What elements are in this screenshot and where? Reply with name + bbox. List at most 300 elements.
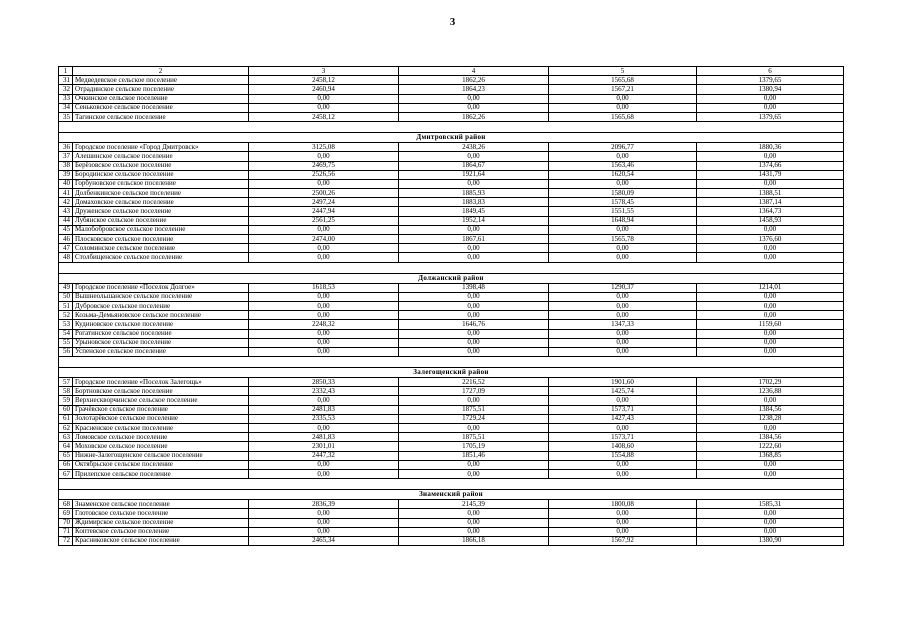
value-cell: 1849,45 — [399, 207, 549, 216]
header-cell: 6 — [697, 67, 844, 76]
settlement-name: Городское поселение «Поселок Залегощь» — [73, 378, 249, 387]
row-number: 40 — [59, 179, 73, 188]
settlement-name: Очкинское сельское поселение — [73, 94, 249, 103]
value-cell: 2447,94 — [249, 207, 399, 216]
row-number: 34 — [59, 103, 73, 112]
value-cell: 2465,34 — [249, 536, 399, 545]
header-cell: 4 — [399, 67, 549, 76]
row-number: 66 — [59, 460, 73, 469]
value-cell: 2561,25 — [249, 216, 399, 225]
value-cell: 0,00 — [399, 94, 549, 103]
value-cell: 1565,68 — [549, 76, 697, 85]
value-cell: 1567,92 — [549, 536, 697, 545]
value-cell: 0,00 — [399, 338, 549, 347]
row-number: 69 — [59, 509, 73, 518]
value-cell: 2500,26 — [249, 189, 399, 198]
value-cell: 1851,46 — [399, 451, 549, 460]
table-row — [59, 338, 844, 347]
settlement-name: Коптевское сельское поселение — [73, 527, 249, 536]
section-spacer — [59, 357, 844, 368]
value-cell: 1648,94 — [549, 216, 697, 225]
table-row — [59, 378, 844, 387]
row-number: 64 — [59, 442, 73, 451]
value-cell: 0,00 — [249, 396, 399, 405]
header-cell: 3 — [249, 67, 399, 76]
table-row — [59, 396, 844, 405]
value-cell: 0,00 — [697, 347, 844, 356]
value-cell: 1214,01 — [697, 283, 844, 292]
header-row — [59, 67, 844, 76]
section-spacer — [59, 479, 844, 490]
row-number: 47 — [59, 244, 73, 253]
value-cell: 1646,76 — [399, 320, 549, 329]
value-cell: 1425,74 — [549, 387, 697, 396]
value-cell: 2474,00 — [249, 235, 399, 244]
value-cell: 2335,53 — [249, 414, 399, 423]
value-cell: 0,00 — [549, 527, 697, 536]
value-cell: 0,00 — [549, 301, 697, 310]
row-number: 51 — [59, 301, 73, 310]
value-cell: 1222,60 — [697, 442, 844, 451]
value-cell: 0,00 — [249, 509, 399, 518]
value-cell: 0,00 — [399, 396, 549, 405]
row-number: 48 — [59, 253, 73, 262]
value-cell: 0,00 — [697, 301, 844, 310]
row-number: 71 — [59, 527, 73, 536]
value-cell: 0,00 — [549, 347, 697, 356]
settlement-name: Столбищенское сельское поселение — [73, 253, 249, 262]
row-number: 31 — [59, 76, 73, 85]
district-row — [59, 133, 844, 143]
value-cell: 0,00 — [549, 509, 697, 518]
table-row — [59, 387, 844, 396]
value-cell: 0,00 — [249, 347, 399, 356]
settlement-name: Берёзовское сельское поселение — [73, 161, 249, 170]
table-row — [59, 414, 844, 423]
district-heading: Залегощенский район — [59, 368, 844, 378]
value-cell: 2458,12 — [249, 112, 399, 121]
value-cell: 0,00 — [399, 518, 549, 527]
row-number: 43 — [59, 207, 73, 216]
spacer-cell — [59, 479, 844, 490]
value-cell: 1565,78 — [549, 235, 697, 244]
value-cell: 0,00 — [399, 329, 549, 338]
value-cell: 0,00 — [249, 329, 399, 338]
value-cell: 0,00 — [549, 292, 697, 301]
row-number: 39 — [59, 170, 73, 179]
value-cell: 0,00 — [249, 244, 399, 253]
value-cell: 1702,29 — [697, 378, 844, 387]
settlement-name: Моховское сельское поселение — [73, 442, 249, 451]
value-cell: 0,00 — [697, 292, 844, 301]
value-cell: 0,00 — [549, 94, 697, 103]
value-cell: 0,00 — [249, 527, 399, 536]
settlement-name: Друженское сельское поселение — [73, 207, 249, 216]
value-cell: 0,00 — [249, 179, 399, 188]
value-cell: 0,00 — [697, 311, 844, 320]
value-cell: 0,00 — [399, 424, 549, 433]
value-cell: 1159,60 — [697, 320, 844, 329]
value-cell: 0,00 — [697, 469, 844, 478]
row-number: 35 — [59, 112, 73, 121]
value-cell: 2096,77 — [549, 143, 697, 152]
value-cell: 1921,64 — [399, 170, 549, 179]
value-cell: 0,00 — [399, 527, 549, 536]
value-cell: 0,00 — [399, 244, 549, 253]
value-cell: 0,00 — [249, 225, 399, 234]
settlement-name: Красниковское сельское поселение — [73, 536, 249, 545]
value-cell: 0,00 — [549, 518, 697, 527]
district-row — [59, 273, 844, 283]
value-cell: 2460,94 — [249, 85, 399, 94]
value-cell: 1883,83 — [399, 198, 549, 207]
value-cell: 0,00 — [697, 103, 844, 112]
settlement-name: Горбуновское сельское поселение — [73, 179, 249, 188]
value-cell: 0,00 — [399, 103, 549, 112]
value-cell: 0,00 — [249, 338, 399, 347]
value-cell: 1864,67 — [399, 161, 549, 170]
table-row — [59, 244, 844, 253]
settlement-name: Вышнеольшанское сельское поселение — [73, 292, 249, 301]
row-number: 72 — [59, 536, 73, 545]
settlement-name: Городское поселение «Поселок Долгое» — [73, 283, 249, 292]
value-cell: 1379,65 — [697, 76, 844, 85]
settlement-name: Прилепское сельское поселение — [73, 469, 249, 478]
value-cell: 1398,48 — [399, 283, 549, 292]
value-cell: 0,00 — [249, 152, 399, 161]
table-row — [59, 469, 844, 478]
settlement-name: Тагинское сельское поселение — [73, 112, 249, 121]
table-row — [59, 283, 844, 292]
value-cell: 1866,18 — [399, 536, 549, 545]
value-cell: 1374,66 — [697, 161, 844, 170]
table-row — [59, 179, 844, 188]
value-cell: 1875,51 — [399, 433, 549, 442]
value-cell: 1800,08 — [549, 500, 697, 509]
value-cell: 0,00 — [399, 509, 549, 518]
value-cell: 1408,60 — [549, 442, 697, 451]
table-row — [59, 225, 844, 234]
table-row — [59, 143, 844, 152]
row-number: 58 — [59, 387, 73, 396]
settlement-name: Ждимирское сельское поселение — [73, 518, 249, 527]
value-cell: 1458,93 — [697, 216, 844, 225]
value-cell: 0,00 — [399, 179, 549, 188]
value-cell: 1431,79 — [697, 170, 844, 179]
header-cell: 5 — [549, 67, 697, 76]
value-cell: 0,00 — [697, 527, 844, 536]
settlement-name: Урыновское сельское поселение — [73, 338, 249, 347]
value-cell: 1238,28 — [697, 414, 844, 423]
table-row — [59, 500, 844, 509]
value-cell: 0,00 — [549, 424, 697, 433]
value-cell: 0,00 — [697, 424, 844, 433]
district-row — [59, 490, 844, 500]
value-cell: 0,00 — [549, 311, 697, 320]
value-cell: 0,00 — [249, 469, 399, 478]
district-heading: Дмитровский район — [59, 133, 844, 143]
value-cell: 2481,83 — [249, 405, 399, 414]
header-cell: 1 — [59, 67, 73, 76]
value-cell: 2301,01 — [249, 442, 399, 451]
district-row — [59, 368, 844, 378]
value-cell: 2850,33 — [249, 378, 399, 387]
value-cell: 2216,52 — [399, 378, 549, 387]
value-cell: 1727,09 — [399, 387, 549, 396]
value-cell: 0,00 — [697, 396, 844, 405]
value-cell: 0,00 — [249, 253, 399, 262]
row-number: 45 — [59, 225, 73, 234]
settlements-table — [58, 66, 844, 546]
row-number: 63 — [59, 433, 73, 442]
value-cell: 1236,88 — [697, 387, 844, 396]
table-row — [59, 189, 844, 198]
settlement-name: Городское поселение «Город Дмитровск» — [73, 143, 249, 152]
row-number: 60 — [59, 405, 73, 414]
settlement-name: Алешинское сельское поселение — [73, 152, 249, 161]
value-cell: 0,00 — [697, 338, 844, 347]
value-cell: 1563,46 — [549, 161, 697, 170]
table-row — [59, 235, 844, 244]
settlement-name: Рогатинское сельское поселение — [73, 329, 249, 338]
value-cell: 0,00 — [249, 424, 399, 433]
value-cell: 1427,43 — [549, 414, 697, 423]
district-heading: Должанский район — [59, 273, 844, 283]
value-cell: 1290,37 — [549, 283, 697, 292]
value-cell: 0,00 — [399, 292, 549, 301]
value-cell: 2497,24 — [249, 198, 399, 207]
value-cell: 1864,23 — [399, 85, 549, 94]
value-cell: 1867,61 — [399, 235, 549, 244]
table-row — [59, 311, 844, 320]
table-row — [59, 85, 844, 94]
value-cell: 1862,26 — [399, 112, 549, 121]
value-cell: 1573,71 — [549, 405, 697, 414]
settlement-name: Малобобровское сельское поселение — [73, 225, 249, 234]
value-cell: 1364,73 — [697, 207, 844, 216]
district-heading: Знаменский район — [59, 490, 844, 500]
value-cell: 1551,55 — [549, 207, 697, 216]
value-cell: 2332,43 — [249, 387, 399, 396]
settlement-name: Ломовское сельское поселение — [73, 433, 249, 442]
row-number: 65 — [59, 451, 73, 460]
value-cell: 1620,54 — [549, 170, 697, 179]
value-cell: 1862,26 — [399, 76, 549, 85]
value-cell: 1368,85 — [697, 451, 844, 460]
settlement-name: Октябрьское сельское поселение — [73, 460, 249, 469]
row-number: 46 — [59, 235, 73, 244]
row-number: 52 — [59, 311, 73, 320]
table-row — [59, 509, 844, 518]
row-number: 44 — [59, 216, 73, 225]
settlement-name: Козьма-Демьяновское сельское поселение — [73, 311, 249, 320]
settlement-name: Бортновское сельское поселение — [73, 387, 249, 396]
settlement-name: Кудиновское сельское поселение — [73, 320, 249, 329]
table-row — [59, 198, 844, 207]
value-cell: 1573,71 — [549, 433, 697, 442]
value-cell: 2469,75 — [249, 161, 399, 170]
settlement-name: Красненское сельское поселение — [73, 424, 249, 433]
table-row — [59, 460, 844, 469]
value-cell: 1578,45 — [549, 198, 697, 207]
value-cell: 0,00 — [697, 94, 844, 103]
section-spacer — [59, 262, 844, 273]
settlement-name: Лубянское сельское поселение — [73, 216, 249, 225]
value-cell: 0,00 — [549, 103, 697, 112]
value-cell: 2526,56 — [249, 170, 399, 179]
value-cell: 1580,09 — [549, 189, 697, 198]
page-number: 3 — [449, 16, 456, 28]
table-row — [59, 347, 844, 356]
table-row — [59, 301, 844, 310]
value-cell: 1554,88 — [549, 451, 697, 460]
row-number: 32 — [59, 85, 73, 94]
table-row — [59, 161, 844, 170]
value-cell: 1618,53 — [249, 283, 399, 292]
table-row — [59, 442, 844, 451]
section-spacer — [59, 122, 844, 133]
settlement-name: Золотарёвское сельское поселение — [73, 414, 249, 423]
value-cell: 0,00 — [549, 179, 697, 188]
value-cell: 0,00 — [697, 329, 844, 338]
value-cell: 0,00 — [549, 338, 697, 347]
value-cell: 2248,32 — [249, 320, 399, 329]
settlement-name: Плосковское сельское поселение — [73, 235, 249, 244]
settlement-name: Дубровское сельское поселение — [73, 301, 249, 310]
value-cell: 0,00 — [399, 347, 549, 356]
table-row — [59, 216, 844, 225]
row-number: 56 — [59, 347, 73, 356]
settlement-name: Соломинское сельское поселение — [73, 244, 249, 253]
table-row — [59, 170, 844, 179]
value-cell: 0,00 — [249, 103, 399, 112]
table-row — [59, 152, 844, 161]
value-cell: 1565,68 — [549, 112, 697, 121]
table-row — [59, 112, 844, 121]
settlement-name: Знаменское сельское поселение — [73, 500, 249, 509]
value-cell: 0,00 — [249, 301, 399, 310]
row-number: 55 — [59, 338, 73, 347]
value-cell: 0,00 — [697, 244, 844, 253]
table-row — [59, 320, 844, 329]
row-number: 59 — [59, 396, 73, 405]
settlement-name: Отрадинское сельское поселение — [73, 85, 249, 94]
value-cell: 0,00 — [399, 460, 549, 469]
value-cell: 1875,51 — [399, 405, 549, 414]
settlement-name: Верхнескворчинское сельское поселение — [73, 396, 249, 405]
row-number: 36 — [59, 143, 73, 152]
row-number: 68 — [59, 500, 73, 509]
row-number: 57 — [59, 378, 73, 387]
value-cell: 1952,14 — [399, 216, 549, 225]
value-cell: 0,00 — [549, 460, 697, 469]
table-row — [59, 536, 844, 545]
value-cell: 0,00 — [399, 469, 549, 478]
value-cell: 3125,08 — [249, 143, 399, 152]
value-cell: 1901,60 — [549, 378, 697, 387]
value-cell: 1384,56 — [697, 433, 844, 442]
value-cell: 1376,60 — [697, 235, 844, 244]
value-cell: 1880,36 — [697, 143, 844, 152]
row-number: 38 — [59, 161, 73, 170]
value-cell: 0,00 — [549, 469, 697, 478]
value-cell: 0,00 — [249, 94, 399, 103]
value-cell: 0,00 — [549, 152, 697, 161]
table-row — [59, 76, 844, 85]
value-cell: 1380,94 — [697, 85, 844, 94]
table-row — [59, 405, 844, 414]
value-cell: 2145,39 — [399, 500, 549, 509]
table-row — [59, 527, 844, 536]
settlement-name: Бородинское сельское поселение — [73, 170, 249, 179]
settlement-name: Домаховское сельское поселение — [73, 198, 249, 207]
value-cell: 0,00 — [697, 179, 844, 188]
settlement-name: Глотовское сельское поселение — [73, 509, 249, 518]
settlement-name: Грачёвское сельское поселение — [73, 405, 249, 414]
table-row — [59, 103, 844, 112]
value-cell: 0,00 — [399, 152, 549, 161]
value-cell: 0,00 — [549, 329, 697, 338]
value-cell: 1567,21 — [549, 85, 697, 94]
row-number: 49 — [59, 283, 73, 292]
table-row — [59, 94, 844, 103]
row-number: 41 — [59, 189, 73, 198]
value-cell: 2458,12 — [249, 76, 399, 85]
value-cell: 0,00 — [697, 225, 844, 234]
value-cell: 1387,14 — [697, 198, 844, 207]
value-cell: 0,00 — [549, 244, 697, 253]
value-cell: 0,00 — [697, 509, 844, 518]
value-cell: 0,00 — [249, 311, 399, 320]
table-row — [59, 451, 844, 460]
value-cell: 1388,51 — [697, 189, 844, 198]
value-cell: 2481,83 — [249, 433, 399, 442]
value-cell: 0,00 — [249, 460, 399, 469]
value-cell: 0,00 — [399, 311, 549, 320]
row-number: 61 — [59, 414, 73, 423]
table-row — [59, 207, 844, 216]
value-cell: 0,00 — [697, 460, 844, 469]
value-cell: 0,00 — [249, 518, 399, 527]
value-cell: 1347,33 — [549, 320, 697, 329]
value-cell: 0,00 — [697, 152, 844, 161]
value-cell: 0,00 — [549, 253, 697, 262]
value-cell: 1585,31 — [697, 500, 844, 509]
row-number: 42 — [59, 198, 73, 207]
row-number: 37 — [59, 152, 73, 161]
spacer-cell — [59, 357, 844, 368]
value-cell: 0,00 — [399, 225, 549, 234]
settlement-name: Нижне-Залегощенское сельское поселение — [73, 451, 249, 460]
value-cell: 0,00 — [697, 518, 844, 527]
row-number: 70 — [59, 518, 73, 527]
table-row — [59, 253, 844, 262]
value-cell: 1729,24 — [399, 414, 549, 423]
row-number: 54 — [59, 329, 73, 338]
table-row — [59, 433, 844, 442]
spacer-cell — [59, 122, 844, 133]
value-cell: 2438,26 — [399, 143, 549, 152]
table-row — [59, 292, 844, 301]
value-cell: 1379,65 — [697, 112, 844, 121]
settlement-name: Медведевское сельское поселение — [73, 76, 249, 85]
value-cell: 0,00 — [549, 225, 697, 234]
settlement-name: Успенское сельское поселение — [73, 347, 249, 356]
row-number: 33 — [59, 94, 73, 103]
row-number: 62 — [59, 424, 73, 433]
value-cell: 1384,56 — [697, 405, 844, 414]
value-cell: 0,00 — [399, 253, 549, 262]
